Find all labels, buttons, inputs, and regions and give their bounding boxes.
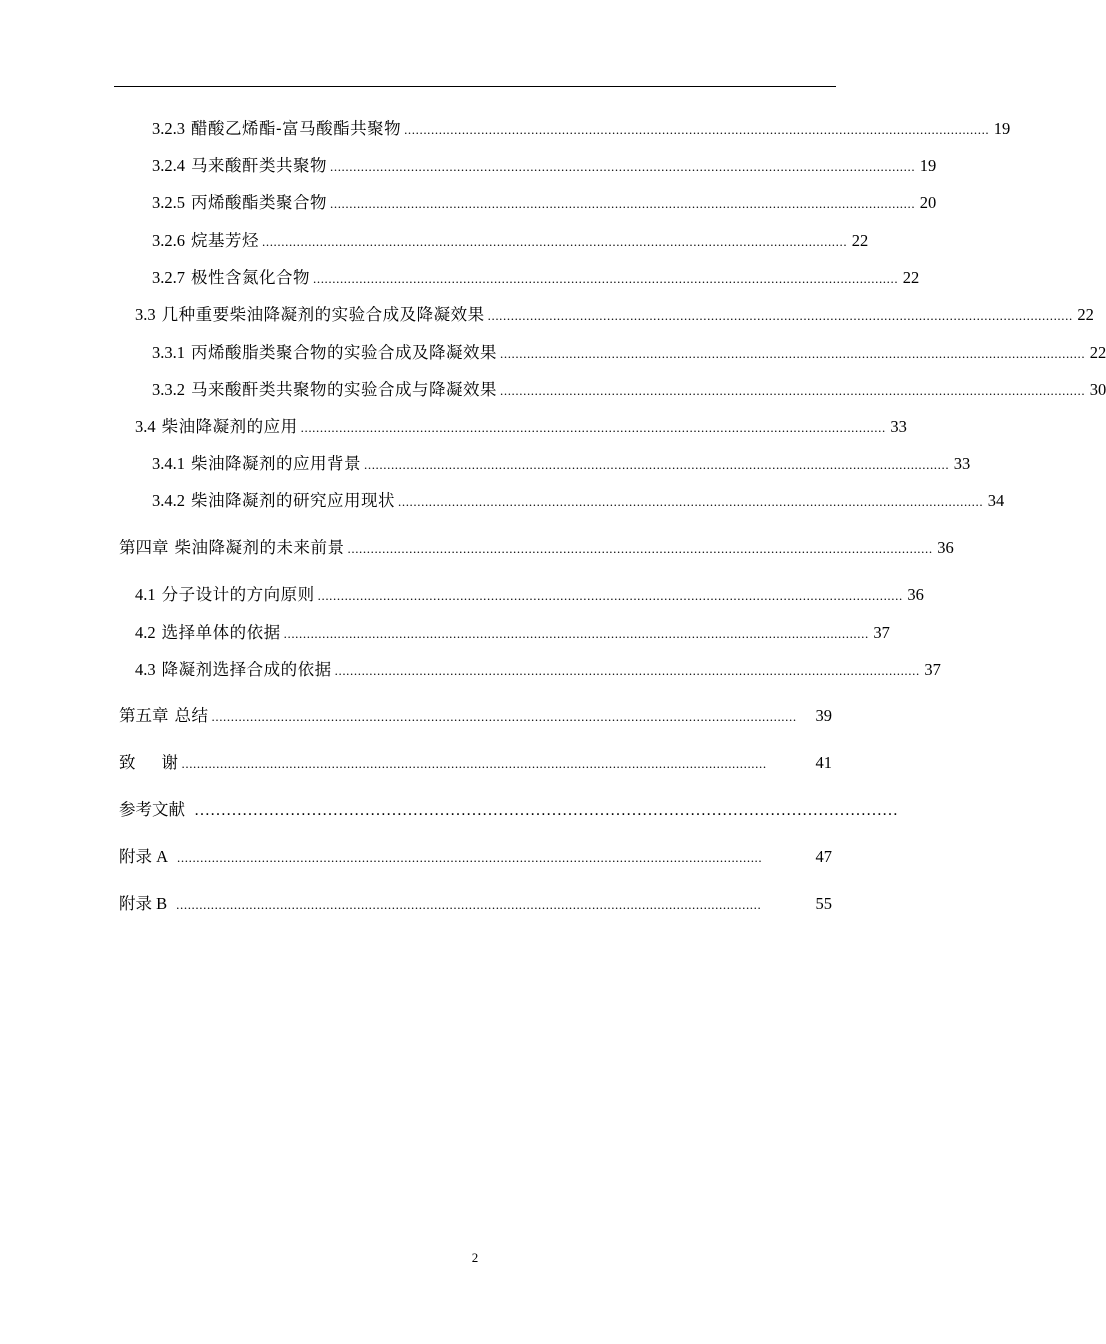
dot-leader: ........................................................................................................................................................: [330, 159, 916, 174]
toc-entry-page: 37: [873, 623, 890, 642]
dot-leader: ........................................................................................................................................................: [398, 494, 984, 509]
toc-entry-page: 22: [851, 231, 869, 250]
toc-entry-page: 22: [1089, 343, 1106, 362]
toc-entry-title: 极性含氮化合物: [191, 268, 310, 287]
toc-entry[interactable]: [0, 452, 971, 476]
toc-entry-title: 选择单体的依据: [161, 623, 281, 642]
dot-leader: ........................................................................................................................................................: [176, 897, 762, 912]
toc-entry-page: 55: [815, 894, 832, 913]
toc-entry[interactable]: [0, 621, 950, 645]
dot-leader: ........................................................................................................................................................: [334, 663, 920, 678]
toc-entry-title: 柴油降凝剂的应用背景: [191, 454, 361, 473]
toc-entry-number: 3.2.7: [152, 268, 185, 287]
toc-entry-number: 第四章: [119, 538, 169, 557]
dot-leader: ........................................................................................................................................................: [500, 383, 1086, 398]
toc-entry[interactable]: [0, 191, 950, 215]
toc-entry[interactable]: [0, 154, 950, 178]
dot-leader: ........................................................................................................................................................: [330, 196, 916, 211]
toc-entry-title: 柴油降凝剂的未来前景: [174, 538, 345, 557]
toc-entry-page: 47: [815, 847, 832, 866]
toc-entry[interactable]: [0, 489, 1005, 513]
toc-entry-number: 3.3.2: [152, 380, 185, 399]
toc-entry-page: 37: [924, 660, 941, 679]
toc-entry-number: 致: [119, 753, 136, 772]
toc-entry-page: 30: [1089, 380, 1106, 399]
toc-entry[interactable]: [0, 266, 950, 290]
toc-entry[interactable]: [0, 415, 950, 439]
toc-entry-page: 33: [890, 417, 907, 436]
toc-entry[interactable]: [0, 751, 950, 775]
toc-entry-number: 3.4.1: [152, 454, 185, 473]
toc-entry-number: 3.3: [135, 305, 156, 324]
toc-entry[interactable]: [0, 583, 950, 607]
toc-entry-number: 4.2: [135, 623, 156, 642]
toc-entry-number: 参考文献: [119, 800, 185, 819]
toc-entry-number: 4.3: [135, 660, 156, 679]
toc-entry-page: 20: [919, 193, 937, 212]
toc-entry-title: 总结: [174, 706, 209, 725]
dot-leader: ........................................................................................................................................................: [347, 541, 933, 556]
toc-entry-title: 分子设计的方向原则: [161, 585, 315, 604]
toc-entry-title: 烷基芳烃: [191, 231, 259, 250]
toc-entry[interactable]: [0, 536, 954, 560]
toc-entry-page: 33: [953, 454, 971, 473]
dot-leader: ........................................................................................................................................................: [313, 271, 899, 286]
page-number: 2: [471, 1250, 479, 1265]
toc-entry-page: 22: [1077, 305, 1094, 324]
toc-entry-title: 谢: [161, 753, 179, 772]
dot-leader: ........................................................................................................................................................: [300, 420, 886, 435]
dot-leader: ........................................................................................................................................................: [404, 122, 990, 137]
toc-entry-title: 丙烯酸酯类聚合物: [191, 193, 327, 212]
toc-entry-title: 降凝剂选择合成的依据: [161, 660, 332, 679]
toc-entry-page: 19: [993, 119, 1011, 138]
dot-leader: ........................................................................................................................................................: [317, 588, 903, 603]
toc-entry-number: 3.2.6: [152, 231, 185, 250]
toc-entry-number: 3.2.5: [152, 193, 185, 212]
toc-entry-number: 3.3.1: [152, 343, 185, 362]
toc-entry-title: 马来酸酐类共聚物: [191, 156, 327, 175]
dot-leader: ........................................................................................................................................................: [364, 457, 950, 472]
dot-leader: ........................................................................................................................................................: [262, 234, 848, 249]
toc-entry-page: 34: [987, 491, 1005, 510]
toc-entry-number: 附录 A: [119, 847, 169, 866]
toc-entry-title: 马来酸酐类共聚物的实验合成与降凝效果: [191, 380, 497, 399]
toc-entry[interactable]: [0, 341, 1106, 365]
toc-entry-number: 4.1: [135, 585, 156, 604]
toc-entry[interactable]: [0, 892, 950, 916]
toc-entry-page: 39: [815, 706, 832, 725]
toc-entry[interactable]: [0, 229, 950, 253]
toc-entry-title: 醋酸乙烯酯-富马酸酯共聚物: [191, 119, 402, 138]
dot-leader: ........................................................................................................................................................: [177, 850, 763, 865]
toc-entry-number: 3.4: [135, 417, 156, 436]
toc-entry[interactable]: [0, 378, 1106, 402]
toc-entry[interactable]: [0, 303, 1094, 327]
toc-entry[interactable]: [0, 117, 1011, 141]
toc-entry-page: 22: [902, 268, 920, 287]
dot-leader: ........................................................................................................................................................: [487, 308, 1073, 323]
toc-entry-page: 36: [907, 585, 924, 604]
dot-leader: ........................................................................................................................................................: [211, 709, 797, 724]
toc-entry-title: 几种重要柴油降凝剂的实验合成及降凝效果: [161, 305, 485, 324]
dot-leader: ........................................................................................................................................................: [283, 626, 869, 641]
toc-entry[interactable]: [0, 845, 950, 869]
toc-entry[interactable]: [0, 798, 950, 822]
toc-entry-number: 第五章: [119, 706, 169, 725]
toc-entry-number: 3.2.3: [152, 119, 185, 138]
toc-entry-number: 3.2.4: [152, 156, 185, 175]
dot-leader: ........................................................................................................................................................: [500, 346, 1086, 361]
toc-entry[interactable]: [0, 658, 950, 682]
toc-entry-title: 柴油降凝剂的应用: [161, 417, 298, 436]
toc-entry-title: 丙烯酸脂类聚合物的实验合成及降凝效果: [191, 343, 497, 362]
dot-leader: ……………………………………………………………………………………………………………………: [194, 802, 898, 819]
dot-leader: ........................................................................................................................................................: [181, 756, 767, 771]
toc-entry-number: 3.4.2: [152, 491, 185, 510]
toc-entry[interactable]: [0, 704, 950, 728]
toc-entry-page: 19: [919, 156, 937, 175]
toc-entry-number: 附录 B: [119, 894, 168, 913]
toc-entry-page: 41: [815, 753, 832, 772]
toc-entry-page: 36: [937, 538, 954, 557]
toc-entry-title: 柴油降凝剂的研究应用现状: [191, 491, 395, 510]
